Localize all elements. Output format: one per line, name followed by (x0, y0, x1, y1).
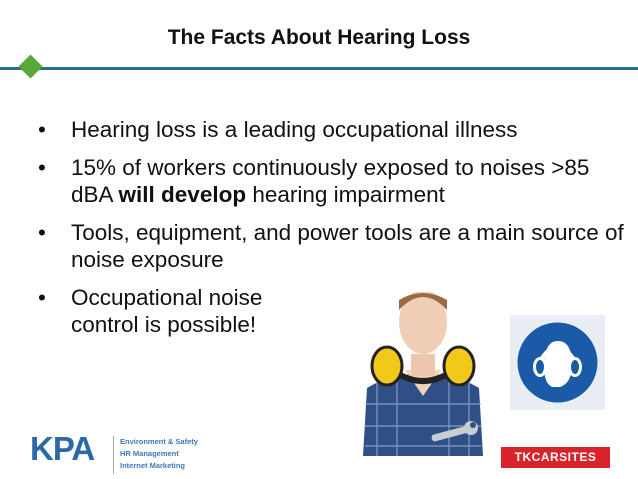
bullet-item-2 (38, 154, 628, 208)
kpa-logo-divider (113, 436, 114, 474)
slide-title: The Facts About Hearing Loss (167, 26, 471, 49)
bullet-text-line2: control is possible! (71, 312, 257, 337)
bullet-dot: • (38, 285, 46, 310)
diamond-icon (18, 54, 42, 78)
kpa-logo-tagline (120, 436, 198, 472)
bullet-dot: • (38, 117, 46, 142)
bullet-item-3 (38, 219, 628, 273)
bullet-dot: • (38, 220, 46, 245)
tkcarsites-logo: TKCARSITES (501, 447, 610, 468)
hearing-protection-sign (510, 315, 605, 410)
hearing-protection-sign-icon (510, 315, 605, 410)
kpa-tagline-3: Internet Marketing (120, 461, 186, 470)
worker-with-earmuffs-photo (357, 292, 489, 456)
bullet-text-bold: will develop (118, 182, 247, 207)
bullet-text: Hearing loss is a leading occupational illness (71, 117, 518, 142)
bullet-text-after: hearing impairment (246, 182, 445, 207)
kpa-tagline-2: HR Management (120, 449, 179, 458)
bullet-item-1 (38, 116, 628, 143)
bullet-dot: • (38, 155, 46, 180)
bullet-text-line1: Occupational noise (71, 285, 263, 310)
kpa-tagline-1: Environment & Safety (120, 437, 198, 446)
kpa-logo-letters: KPA (30, 430, 95, 467)
bullet-text: Tools, equipment, and power tools are a main source of noise exposure (71, 220, 624, 272)
title-rule (0, 67, 638, 70)
bullet-text-before: 15% of workers continuously exposed to noises >85 dBA (71, 155, 590, 207)
kpa-logo (30, 432, 94, 465)
